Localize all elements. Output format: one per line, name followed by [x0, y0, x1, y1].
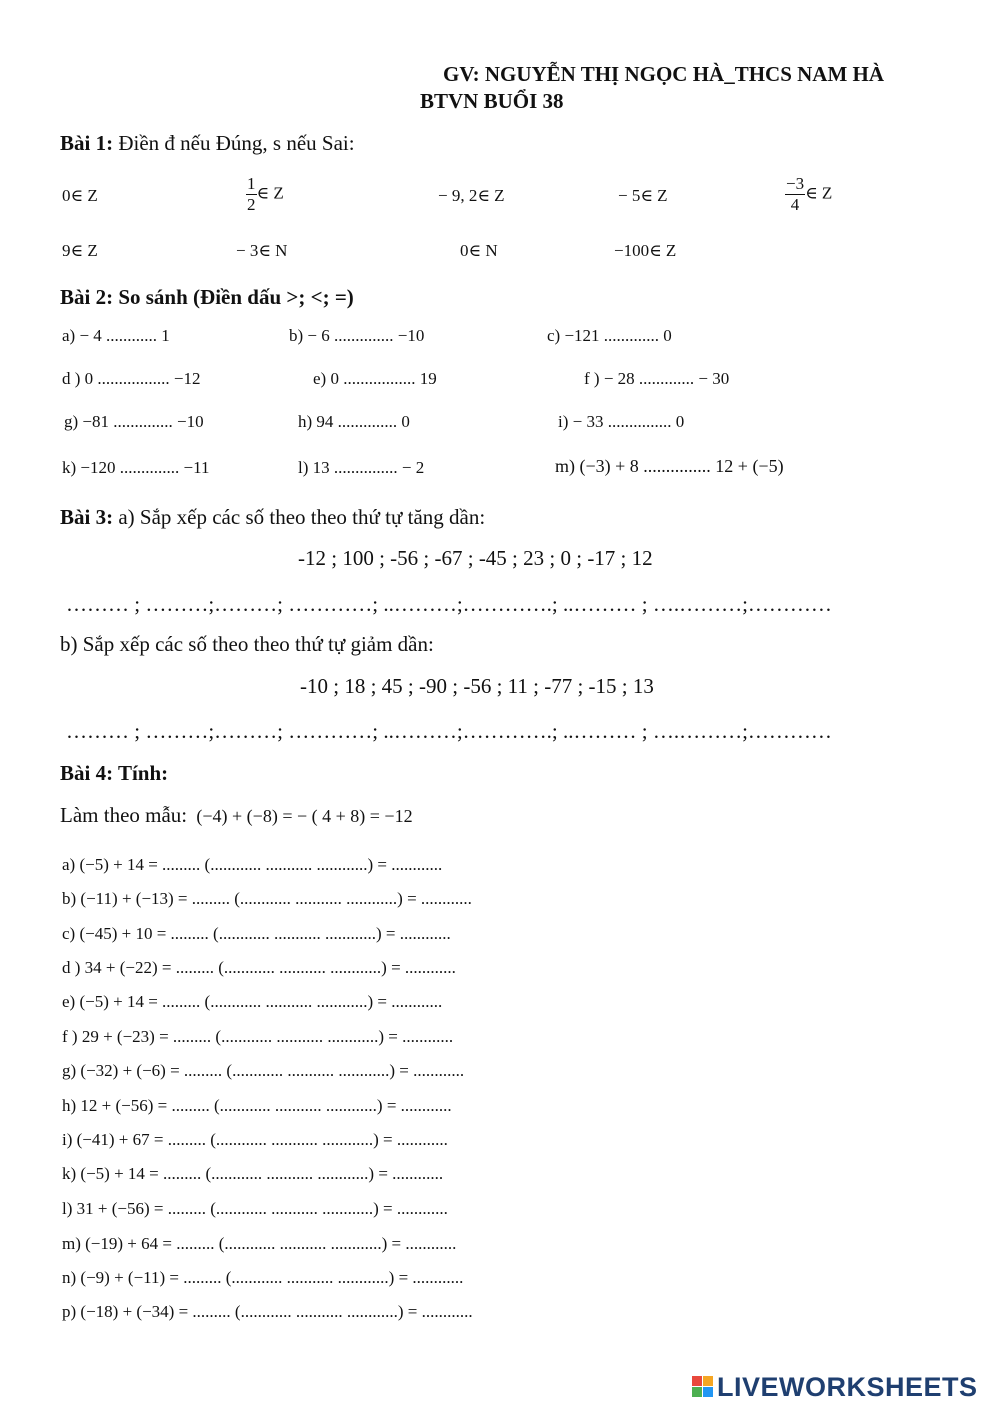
- bai3-numbers-a: -12 ; 100 ; -56 ; -67 ; -45 ; 23 ; 0 ; -17 ; 12: [298, 546, 653, 570]
- session-title: BTVN BUỔI 38: [420, 89, 564, 113]
- bai4-item-c[interactable]: c) (−45) + 10 = ......... (............ ........... ............) = ............: [62, 924, 451, 943]
- bai2-title: Bài 2: So sánh (Điền dấu >; <; =): [60, 285, 354, 309]
- logo-square: [703, 1387, 713, 1397]
- fraction-numerator: −3: [786, 174, 805, 193]
- bai1-item-1: 0∈ Z: [62, 186, 98, 205]
- bai1-item-9: −100∈ Z: [614, 241, 677, 260]
- bai4-item-d[interactable]: d ) 34 + (−22) = ......... (............ ........... ............) = ............: [62, 958, 456, 977]
- bai3-numbers-b: -10 ; 18 ; 45 ; -90 ; -56 ; 11 ; -77 ; -15 ; 13: [300, 674, 654, 698]
- bai3-part-b: b) Sắp xếp các số theo theo thứ tự giảm dần:: [60, 632, 434, 656]
- bai4-item-e[interactable]: e) (−5) + 14 = ......... (............ ........... ............) = ............: [62, 992, 443, 1011]
- bai4-item-h[interactable]: h) 12 + (−56) = ......... (............ ........... ............) = ............: [62, 1096, 452, 1115]
- bai1-heading: [60, 131, 355, 156]
- bai4-item-f[interactable]: f ) 29 + (−23) = ......... (............ ........... ............) = ............: [62, 1027, 454, 1046]
- bai1-item-5: [785, 174, 832, 215]
- bai1-title: Bài 1:: [60, 131, 114, 155]
- bai1-item-5-tail: ∈ Z: [805, 183, 833, 203]
- bai4-item-l[interactable]: l) 31 + (−56) = ......... (............ ........... ............) = ............: [62, 1199, 448, 1218]
- bai1-item-2: [246, 174, 284, 215]
- bai2-item-d: d ) 0 ................. −12: [62, 369, 201, 388]
- bai4-item-a[interactable]: a) (−5) + 14 = ......... (............ ........... ............) = ............: [62, 855, 443, 874]
- bai2-item-l: l) 13 ............... − 2: [298, 458, 425, 477]
- bai2-item-g: g) −81 .............. −10: [64, 412, 204, 431]
- bai3-title: Bài 3:: [60, 505, 114, 529]
- bai2-item-e: e) 0 ................. 19: [313, 369, 437, 388]
- bai4-example: (−4) + (−8) = − ( 4 + 8) = −12: [196, 806, 413, 826]
- fraction-denominator: 2: [247, 195, 256, 214]
- liveworksheets-logo[interactable]: [692, 1372, 978, 1403]
- liveworksheets-brand: LIVEWORKSHEETS: [717, 1372, 978, 1402]
- bai2-item-b: b) − 6 .............. −10: [289, 326, 425, 345]
- bai2-item-f: f ) − 28 ............. − 30: [584, 369, 730, 388]
- bai1-item-3: − 9, 2∈ Z: [438, 186, 505, 205]
- bai2-item-i: i) − 33 ............... 0: [558, 412, 685, 431]
- bai1-item-6: 9∈ Z: [62, 241, 98, 260]
- bai3-answer-line-b[interactable]: ……… ; ………;………; …………; ..………;………….; ..……… ; ….………;…………: [66, 719, 832, 743]
- bai3-answer-line-a[interactable]: ……… ; ………;………; …………; ..………;………….; ..……… ; ….………;…………: [66, 592, 832, 616]
- bai2-item-k: k) −120 .............. −11: [62, 458, 210, 477]
- fraction-denominator: 4: [790, 195, 800, 214]
- bai4-example-row: [60, 803, 413, 828]
- bai1-instruction: Điền đ nếu Đúng, s nếu Sai:: [118, 131, 355, 155]
- logo-square: [692, 1376, 702, 1386]
- bai4-item-k[interactable]: k) (−5) + 14 = ......... (............ ........... ............) = ............: [62, 1164, 444, 1183]
- logo-square: [703, 1376, 713, 1386]
- bai4-item-m[interactable]: m) (−19) + 64 = ......... (............ ........... ............) = ............: [62, 1234, 457, 1253]
- bai1-item-7: − 3∈ N: [236, 241, 288, 260]
- bai1-item-4: − 5∈ Z: [618, 186, 668, 205]
- fraction-one-half: [246, 174, 257, 215]
- bai2-item-m: m) (−3) + 8 ............... 12 + (−5): [555, 456, 784, 476]
- bai4-item-g[interactable]: g) (−32) + (−6) = ......... (............ ........... ............) = ............: [62, 1061, 465, 1080]
- bai4-item-p[interactable]: p) (−18) + (−34) = ......... (............ ........... ............) = ............: [62, 1302, 473, 1321]
- bai4-item-n[interactable]: n) (−9) + (−11) = ......... (............ ........... ............) = ............: [62, 1268, 464, 1287]
- bai4-example-label: Làm theo mẫu:: [60, 803, 188, 827]
- bai2-item-a: a) − 4 ............ 1: [62, 326, 170, 345]
- teacher-header: GV: NGUYỄN THỊ NGỌC HÀ_THCS NAM HÀ: [443, 62, 885, 86]
- bai2-item-c: c) −121 ............. 0: [547, 326, 672, 345]
- bai2-item-h: h) 94 .............. 0: [298, 412, 410, 431]
- bai3-heading: [60, 505, 485, 530]
- bai1-item-8: 0∈ N: [460, 241, 498, 260]
- logo-square: [692, 1387, 702, 1397]
- bai1-item-2-tail: ∈ Z: [256, 183, 284, 203]
- fraction-minus-three-quarters: [785, 174, 805, 215]
- bai4-item-b[interactable]: b) (−11) + (−13) = ......... (............ ........... ............) = ............: [62, 889, 472, 908]
- liveworksheets-logo-icon: [692, 1376, 714, 1398]
- bai3-part-a: a) Sắp xếp các số theo theo thứ tự tăng dần:: [118, 505, 486, 529]
- fraction-numerator: 1: [247, 174, 256, 193]
- bai4-item-i[interactable]: i) (−41) + 67 = ......... (............ ........... ............) = ............: [62, 1130, 448, 1149]
- bai4-title: Bài 4: Tính:: [60, 761, 169, 785]
